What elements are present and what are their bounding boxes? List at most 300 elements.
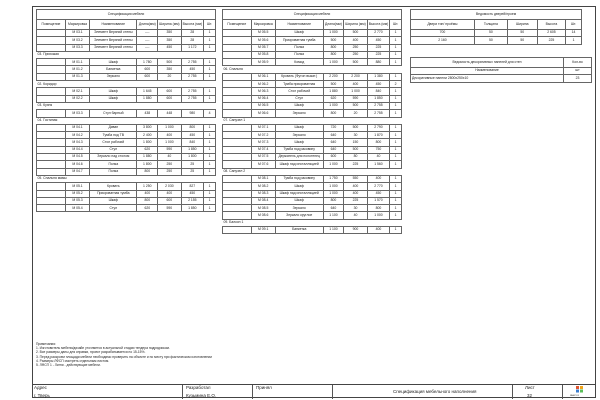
room-cell <box>223 30 252 37</box>
room-cell <box>223 102 252 109</box>
table-cell: 50 <box>474 37 507 44</box>
room-cell <box>37 190 66 197</box>
room-cell <box>223 132 252 139</box>
table-cell: М 08.2 <box>251 183 275 190</box>
room-cell <box>223 183 252 190</box>
table-row <box>37 66 216 73</box>
column-header: Длина(мм) <box>323 20 344 30</box>
table-cell: 1 000 <box>323 161 344 168</box>
table-cell: 1 <box>204 146 216 153</box>
table-cell: 450 <box>367 81 390 88</box>
room-cell <box>37 168 66 175</box>
column-header: Наименование <box>90 20 137 30</box>
table-cell: Стул <box>90 205 137 212</box>
table-cell: 2 400 <box>137 132 158 139</box>
table-cell: 1 000 <box>367 212 390 219</box>
table-cell: Шкаф <box>90 197 137 204</box>
table-cell: 500 <box>323 37 344 44</box>
room-cell <box>223 51 252 58</box>
table-cell: 14 <box>566 30 582 37</box>
table-row <box>37 154 216 161</box>
table-cell: Зеркало над столом <box>90 154 137 161</box>
table-cell: 3 800 <box>137 124 158 131</box>
table-cell: Прикроватная тумба <box>90 190 137 197</box>
table-cell: 1 <box>390 227 402 234</box>
table-row <box>223 175 402 182</box>
table-row <box>223 139 402 146</box>
table-row <box>223 88 402 95</box>
table-cell: 2 770 <box>367 183 390 190</box>
table-cell: 1 750 <box>323 175 344 182</box>
table-row <box>37 132 216 139</box>
table-cell: 1 <box>204 73 216 80</box>
table-cell: 400 <box>344 37 367 44</box>
table-row <box>37 139 216 146</box>
table-cell: Шкаф <box>275 102 323 109</box>
table-row <box>37 110 216 117</box>
table-cell: М 06.1 <box>251 73 275 80</box>
table-row <box>37 161 216 168</box>
table-cell: 500 <box>158 59 181 66</box>
table-cell: Зеркало круглое <box>275 212 323 219</box>
table-row <box>223 102 402 109</box>
table-cell: 1 <box>204 37 216 44</box>
table-row <box>223 95 402 102</box>
table-cell: 700 <box>411 30 475 37</box>
table-cell: 500 <box>344 146 367 153</box>
table-cell: М 04.1 <box>65 124 89 131</box>
table-row <box>411 75 592 82</box>
table-cell: 590 <box>344 95 367 102</box>
table-cell: 450 <box>158 44 181 51</box>
room-cell <box>37 205 66 212</box>
table-cell: 2 755 <box>181 88 204 95</box>
table-cell: Полка <box>90 168 137 175</box>
company-logo-icon <box>573 385 587 395</box>
table-cell: 1 <box>390 30 402 37</box>
column-header: Высота <box>537 20 565 30</box>
table-cell: 1 <box>390 102 402 109</box>
table-cell: 1 <box>390 154 402 161</box>
furniture-spec-table-middle <box>222 9 402 234</box>
table-cell: ---- <box>137 37 158 44</box>
table-cell: 550 <box>344 175 367 182</box>
table-cell: 620 <box>137 205 158 212</box>
table-cell: Шкаф <box>275 124 323 131</box>
table-cell: 450 <box>367 190 390 197</box>
table-row <box>223 59 402 66</box>
table-row <box>223 161 402 168</box>
table-cell: 640 <box>323 132 344 139</box>
room-cell <box>223 139 252 146</box>
room-section-label: 02. Коридор <box>37 81 216 88</box>
table-cell: Стул <box>275 95 323 102</box>
table-cell: 450 <box>181 190 204 197</box>
room-cell <box>223 88 252 95</box>
table-cell: М 04.4 <box>65 146 89 153</box>
table-cell: М 03.2 <box>65 37 89 44</box>
table-cell: 800 <box>181 124 204 131</box>
developed-cell <box>182 385 252 399</box>
room-cell <box>37 139 66 146</box>
developed-label: Разработал <box>186 385 211 390</box>
table-cell: 2 755 <box>367 110 390 117</box>
table-cell: 400 <box>344 81 367 88</box>
room-cell <box>37 161 66 168</box>
table-row <box>37 168 216 175</box>
table-cell: М 01.1 <box>65 59 89 66</box>
table-cell: 2 755 <box>181 59 204 66</box>
room-section-label: 09. Балкон 1 <box>223 219 402 226</box>
table-cell: Зеркало <box>275 205 323 212</box>
table-cell: 500 <box>344 30 367 37</box>
table-cell: 1 880 <box>137 95 158 102</box>
table-cell: 640 <box>323 139 344 146</box>
table-row <box>223 51 402 58</box>
table-cell: 800 <box>137 197 158 204</box>
sheet-label: Лист <box>525 385 535 390</box>
table-cell: 1 780 <box>137 59 158 66</box>
table-cell: Кровать (Футон выкат.) <box>275 73 323 80</box>
table-cell: М 08.4 <box>251 197 275 204</box>
table-cell: 448 <box>158 110 181 117</box>
table-cell: 800 <box>323 44 344 51</box>
table-cell: 25 <box>181 168 204 175</box>
room-cell <box>223 59 252 66</box>
table-row <box>411 37 582 44</box>
table-cell: 840 <box>367 88 390 95</box>
table-cell: ---- <box>137 30 158 37</box>
table-cell: 1 <box>390 44 402 51</box>
table-cell: 1 <box>204 88 216 95</box>
table-cell: 1 <box>204 132 216 139</box>
table-cell: Тумба прикроватная <box>275 81 323 88</box>
table-cell: Декоративные панели 2800х250х10 <box>411 75 564 82</box>
table-cell: 40 <box>158 154 181 161</box>
table-cell: 40 <box>367 154 390 161</box>
table-cell: 1 <box>204 139 216 146</box>
table-cell: 2 <box>390 81 402 88</box>
room-cell <box>37 132 66 139</box>
table-cell: М 07.4 <box>251 146 275 153</box>
table-cell: 40 <box>344 212 367 219</box>
table-cell: 4 <box>204 110 216 117</box>
table-cell: Банкетка <box>90 66 137 73</box>
table-cell: М 05.5 <box>251 30 275 37</box>
table-cell: 350 <box>158 30 181 37</box>
table-row <box>37 205 216 212</box>
table-cell: М 05.3 <box>65 197 89 204</box>
column-header: Шт. <box>204 20 216 30</box>
table-cell: Стол рабочий <box>275 88 323 95</box>
table-cell: 2 790 <box>367 124 390 131</box>
room-cell <box>37 88 66 95</box>
table-cell: 1 100 <box>323 212 344 219</box>
table-cell: М 04.7 <box>65 168 89 175</box>
room-cell <box>37 44 66 51</box>
table-cell: Прикроватная тумба <box>275 37 323 44</box>
table-cell: М 05.2 <box>65 190 89 197</box>
table-cell: 620 <box>323 95 344 102</box>
table-cell: 225 <box>344 197 367 204</box>
table-cell: 1 <box>390 132 402 139</box>
table-cell: Тумба под раковину <box>275 146 323 153</box>
room-cell <box>37 197 66 204</box>
table-cell: 600 <box>323 154 344 161</box>
table-cell: 1 <box>204 168 216 175</box>
table-cell: М 03.3 <box>65 44 89 51</box>
table-cell: 1 <box>390 212 402 219</box>
table-cell: 400 <box>367 227 390 234</box>
logo-text: ЯБЕРОЗ <box>570 395 579 397</box>
table-cell: 23 <box>564 75 592 82</box>
column-header: Наименование <box>411 68 564 75</box>
table-row <box>37 95 216 102</box>
room-section-label: 03. Прихожая <box>37 51 216 58</box>
table-cell: М 02.1 <box>65 88 89 95</box>
table-row <box>223 146 402 153</box>
table-cell: 2 770 <box>367 30 390 37</box>
table-cell: 1 850 <box>181 205 204 212</box>
table-cell: М 06.4 <box>251 95 275 102</box>
panels-table <box>410 57 592 83</box>
room-cell <box>223 154 252 161</box>
table-cell: 250 <box>344 51 367 58</box>
table-cell: М 08.3 <box>251 190 275 197</box>
table-cell: М 07.3 <box>251 139 275 146</box>
room-cell <box>37 154 66 161</box>
table-cell: М 08.5 <box>251 205 275 212</box>
column-header: Помещение <box>223 20 252 30</box>
column-header: Помещение <box>37 20 66 30</box>
table-cell: ---- <box>137 44 158 51</box>
table-cell: 30 <box>344 205 367 212</box>
table-cell: М 05.9 <box>251 59 275 66</box>
table-cell: 1 <box>390 205 402 212</box>
table-cell: 1 <box>390 88 402 95</box>
table-cell: М 08.1 <box>251 175 275 182</box>
table-cell: М 07.2 <box>251 132 275 139</box>
table-cell: Шкаф над инсталляцией <box>275 161 323 168</box>
table-cell: 1 850 <box>181 146 204 153</box>
table-cell: 350 <box>158 66 181 73</box>
table-cell: 1 <box>204 124 216 131</box>
table-cell: 80 <box>344 154 367 161</box>
table-row <box>223 154 402 161</box>
table-title: Ведомость декоративных панелей для стен <box>411 58 564 68</box>
table-cell: 1 880 <box>323 88 344 95</box>
table-cell: М 06.3 <box>251 88 275 95</box>
table-cell: 1 <box>390 110 402 117</box>
table-row <box>223 197 402 204</box>
table-cell: 1 <box>390 190 402 197</box>
table-cell: 400 <box>158 132 181 139</box>
table-cell: М 05.8 <box>251 51 275 58</box>
table-cell: 2 160 <box>411 37 475 44</box>
table-row <box>223 81 402 88</box>
table-row <box>37 44 216 51</box>
room-cell <box>223 205 252 212</box>
table-cell: М 06.6 <box>251 110 275 117</box>
table-cell: 1 <box>204 154 216 161</box>
room-section-label: 03. Кухня <box>37 102 216 109</box>
table-cell: 827 <box>181 183 204 190</box>
table-row <box>37 73 216 80</box>
logo-cell <box>562 385 596 399</box>
table-cell: 400 <box>137 190 158 197</box>
room-cell <box>37 110 66 117</box>
note-line: 3. Перед раскроем площади мебели необходимо проверить на объекте и по месту при фактическом изготовлении <box>36 354 212 359</box>
table-cell: 25 <box>181 161 204 168</box>
table-cell: 1 <box>390 95 402 102</box>
room-cell <box>223 44 252 51</box>
table-cell: 590 <box>158 146 181 153</box>
table-row <box>223 37 402 44</box>
table-cell: 1 645 <box>137 88 158 95</box>
room-section-label: 08. Санузел 2 <box>223 168 402 175</box>
table-cell: 1 <box>566 37 582 44</box>
table-cell: 450 <box>181 132 204 139</box>
room-cell <box>37 146 66 153</box>
table-row <box>411 30 582 37</box>
table-cell: 1 <box>204 161 216 168</box>
table-cell: 2 030 <box>158 183 181 190</box>
table-row <box>37 59 216 66</box>
note-line: 5. ЛФСП 1 - Лигни - действующие мебели. <box>36 363 101 368</box>
room-cell <box>37 30 66 37</box>
table-cell: 400 <box>344 183 367 190</box>
table-cell: 640 <box>323 146 344 153</box>
table-cell: Полка <box>275 51 323 58</box>
note-line: 2. Все размеры даны для справки, проект разрабатывается по 15-15%. <box>36 350 146 355</box>
table-cell: М 07.6 <box>251 161 275 168</box>
room-cell <box>223 124 252 131</box>
furniture-spec-table-left <box>36 9 216 212</box>
room-cell <box>223 81 252 88</box>
table-title: Ведомость дверей/проем <box>411 10 582 20</box>
table-row <box>223 132 402 139</box>
sheet-number: 32 <box>527 393 533 398</box>
table-cell: 590 <box>158 205 181 212</box>
table-cell: 800 <box>323 110 344 117</box>
table-cell: М 04.6 <box>65 161 89 168</box>
table-cell: 150 <box>344 139 367 146</box>
table-cell: Зеркало <box>90 73 137 80</box>
table-cell: М 02.2 <box>65 95 89 102</box>
table-cell: Стол рабочий <box>90 139 137 146</box>
table-cell: 350 <box>158 37 181 44</box>
column-header: Кол-во <box>564 58 592 68</box>
table-cell: М 04.3 <box>65 139 89 146</box>
table-cell: Зеркало <box>275 110 323 117</box>
table-cell: 250 <box>158 168 181 175</box>
table-cell: 1 <box>204 197 216 204</box>
table-cell: 1 <box>204 44 216 51</box>
column-header: Шт. <box>566 20 582 30</box>
note-line: 4. Размеры ЛФСП смотреть отдельным листом. <box>36 358 110 363</box>
table-cell: 400 <box>344 190 367 197</box>
table-cell: 1 <box>390 146 402 153</box>
table-cell: 600 <box>137 66 158 73</box>
table-cell: 840 <box>181 139 204 146</box>
room-cell <box>223 73 252 80</box>
table-cell: 1 <box>204 30 216 37</box>
table-cell: 600 <box>158 197 181 204</box>
table-cell: 500 <box>344 102 367 109</box>
room-section-label: 06. Спальня <box>223 66 402 73</box>
table-title: Спецификация мебели <box>223 10 402 20</box>
table-cell: 800 <box>323 197 344 204</box>
table-cell: Тумба под ТВ <box>90 132 137 139</box>
table-cell: 1 800 <box>137 161 158 168</box>
table-cell: 1 172 <box>181 44 204 51</box>
table-cell: 880 <box>367 59 390 66</box>
table-cell: М 06.2 <box>251 81 275 88</box>
table-cell: Банкетка <box>275 227 323 234</box>
table-cell: 1 <box>204 59 216 66</box>
table-cell: 1 <box>390 124 402 131</box>
table-cell: 225 <box>344 161 367 168</box>
table-cell: 1 000 <box>323 59 344 66</box>
table-cell: 400 <box>367 175 390 182</box>
table-cell: 1 570 <box>367 197 390 204</box>
table-cell: 2 755 <box>367 102 390 109</box>
checked-label: Принял <box>256 385 272 390</box>
room-cell <box>37 66 66 73</box>
room-cell <box>223 161 252 168</box>
table-cell: 1 000 <box>344 88 367 95</box>
table-cell: Шкаф <box>275 183 323 190</box>
table-row <box>223 190 402 197</box>
table-row <box>223 205 402 212</box>
table-cell: 600 <box>137 73 158 80</box>
table-cell: 1 000 <box>158 124 181 131</box>
table-cell: 225 <box>537 37 565 44</box>
table-cell: 2 200 <box>344 73 367 80</box>
table-cell: 28 <box>181 30 204 37</box>
table-cell: 1 <box>204 95 216 102</box>
table-cell: Элемент Верхний стены <box>90 44 137 51</box>
sheet-number-cell <box>512 385 562 399</box>
table-cell: 225 <box>367 44 390 51</box>
table-cell: 1 000 <box>158 139 181 146</box>
table-cell: М 06.5 <box>251 102 275 109</box>
column-header: Маркировка <box>65 20 89 30</box>
table-cell: 1 880 <box>137 154 158 161</box>
room-section-label: 05. Спальня мамы <box>37 175 216 182</box>
table-row <box>223 30 402 37</box>
room-cell <box>223 110 252 117</box>
table-cell: М 05.7 <box>251 44 275 51</box>
address-label: Адрес <box>34 385 47 390</box>
table-cell: 1 000 <box>323 30 344 37</box>
room-cell <box>37 124 66 131</box>
sheet-title-cell <box>332 385 512 399</box>
table-cell: Шкаф <box>90 59 137 66</box>
table-cell: М 05.6 <box>251 37 275 44</box>
table-cell: М 07.5 <box>251 154 275 161</box>
room-cell <box>223 175 252 182</box>
developed-value: Кузьмина Е.О. <box>186 393 217 398</box>
room-cell <box>223 95 252 102</box>
table-cell: 1 800 <box>137 139 158 146</box>
table-cell: 50 <box>507 37 537 44</box>
table-cell: Шкаф <box>90 95 137 102</box>
column-header: шт <box>564 68 592 75</box>
notes-heading: Примечания: <box>36 342 56 346</box>
table-cell: 1 <box>390 197 402 204</box>
table-cell: 1 <box>390 183 402 190</box>
